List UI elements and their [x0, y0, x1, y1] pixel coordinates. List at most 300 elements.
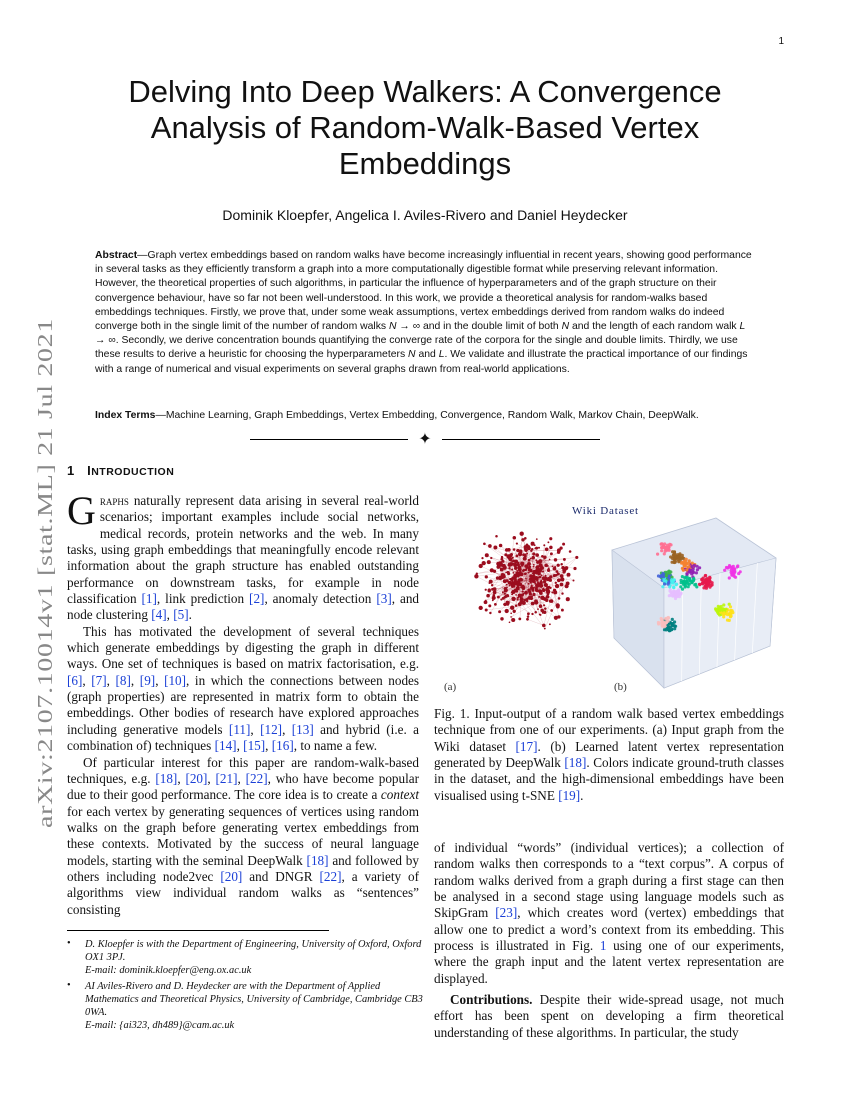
- graph-node: [502, 591, 504, 593]
- embedding-point: [692, 577, 695, 580]
- intro-smallcaps: raphs: [99, 493, 129, 508]
- text-run: of individual “words” (individual vertices); a collection of random walks then corresponds to a “text corpus”. A corpus of random walks derived from a graph during a first stage can then be analysed in a second stage using language models such as SkipGram: [434, 840, 784, 921]
- text-run: ,: [236, 738, 244, 754]
- right-column: [434, 840, 784, 1041]
- text-run: , in which the connections between nodes (graph properties) are represented in matrix form to obtain the embeddings. Other bodies of research have explored approaches including generative models: [67, 672, 420, 737]
- embedding-point: [657, 574, 660, 577]
- graph-node: [542, 570, 544, 572]
- graph-node: [543, 604, 545, 606]
- contributions-label: Contributions.: [450, 992, 533, 1008]
- graph-node: [554, 558, 557, 561]
- bullet-icon: •: [67, 938, 71, 949]
- embedding-point: [656, 553, 659, 556]
- graph-node: [528, 571, 530, 573]
- section-title-initial: I: [87, 463, 92, 478]
- text-run: , to name a few.: [293, 738, 378, 754]
- graph-node: [565, 566, 569, 570]
- graph-node: [534, 611, 537, 614]
- citation-link[interactable]: [22]: [319, 868, 342, 884]
- graph-node: [519, 581, 521, 583]
- abstract-text-2: and in the double limit of both: [420, 321, 562, 333]
- graph-node: [506, 594, 509, 597]
- text-run: Despite their wide-spread usage, not much effort has been spent on developing a firm theoretical understanding of these algorithms. In particular, the study: [434, 992, 784, 1040]
- graph-node: [557, 564, 560, 567]
- citation-link[interactable]: [8]: [115, 672, 131, 688]
- separator-diamond-icon: ✦: [418, 431, 432, 448]
- abstract-math-1: N → ∞: [388, 321, 421, 333]
- intro-paragraph-3: [67, 755, 419, 918]
- graph-node: [500, 617, 503, 620]
- graph-node: [546, 595, 550, 599]
- graph-node: [528, 583, 530, 585]
- citation-link[interactable]: [20]: [220, 868, 243, 884]
- embedding-point: [705, 579, 708, 582]
- embedding-point: [673, 551, 676, 554]
- graph-node: [562, 543, 565, 546]
- graph-node: [550, 587, 552, 589]
- embedding-point: [678, 557, 681, 560]
- abstract-math-2: N: [561, 321, 570, 333]
- citation-link[interactable]: [4]: [151, 607, 167, 623]
- graph-node: [488, 589, 491, 592]
- graph-node: [528, 590, 531, 593]
- graph-node: [565, 584, 569, 588]
- embedding-point: [732, 570, 735, 573]
- emphasis-context: context: [380, 787, 419, 803]
- graph-node: [488, 544, 492, 548]
- text-run: , who have become popular due to their good performance. The core idea is to create a: [67, 770, 420, 803]
- author-list: Dominik Kloepfer, Angelica I. Aviles-Rivero and Daniel Heydecker: [222, 207, 628, 223]
- citation-link[interactable]: [3]: [376, 591, 392, 607]
- graph-node: [540, 574, 542, 576]
- embedding-point: [658, 622, 661, 625]
- graph-node: [529, 578, 531, 580]
- graph-node: [566, 597, 570, 601]
- graph-node: [549, 575, 552, 578]
- embedding-point: [673, 627, 676, 630]
- footnote-rule: [67, 930, 329, 931]
- graph-node: [549, 546, 553, 550]
- citation-link[interactable]: [22]: [245, 770, 268, 786]
- embedding-cube: [612, 518, 776, 688]
- graph-node: [536, 561, 539, 564]
- abstract-text-4: . Secondly, we derive concentration bounds quantifying the converge rate of the corpora for the single and double limits. Thirdly, we use these results to derive a heuristic for choosing the hyperparameters: [95, 335, 738, 361]
- embedding-point: [663, 582, 666, 585]
- embedding-point: [722, 607, 725, 610]
- graph-node: [520, 532, 524, 536]
- graph-node: [547, 593, 550, 596]
- embedding-point: [683, 560, 686, 563]
- graph-node: [526, 618, 529, 621]
- figure-1-caption: [434, 706, 784, 804]
- graph-node: [545, 547, 549, 551]
- embedding-point: [688, 577, 691, 580]
- graph-node: [542, 588, 545, 591]
- graph-node: [526, 553, 528, 555]
- embedding-point: [678, 552, 681, 555]
- embedding-point: [704, 584, 707, 587]
- embedding-point: [715, 609, 718, 612]
- embedding-point: [683, 563, 686, 566]
- graph-node: [535, 553, 539, 557]
- embedding-point: [688, 570, 691, 573]
- graph-node: [523, 557, 527, 561]
- citation-link[interactable]: [7]: [91, 672, 107, 688]
- graph-node: [502, 566, 506, 570]
- citation-link[interactable]: [15]: [243, 738, 266, 754]
- text-run: , link prediction: [156, 591, 250, 607]
- graph-node: [561, 579, 564, 582]
- caption-text: Fig. 1. Input-output of a random walk based vertex embeddings technique from one of our experiments. (a) Input graph from the Wiki dataset: [434, 706, 784, 754]
- embedding-point: [704, 574, 707, 577]
- graph-node: [479, 564, 483, 568]
- embedding-point: [677, 593, 680, 596]
- graph-node: [507, 548, 511, 552]
- graph-node: [567, 573, 571, 577]
- embedding-point: [723, 569, 726, 572]
- intro-paragraph-1: [67, 488, 420, 624]
- graph-node: [538, 577, 540, 579]
- graph-node: [524, 572, 527, 575]
- citation-link[interactable]: [11]: [228, 721, 251, 737]
- graph-node: [534, 548, 536, 550]
- graph-node: [555, 584, 559, 588]
- graph-node: [516, 590, 519, 593]
- intro-paragraph-2: [67, 624, 419, 755]
- footnote-2-email: E-mail: {ai323, dh489}@cam.ac.uk: [85, 1020, 235, 1032]
- embedding-point: [664, 579, 667, 582]
- embedding-point: [690, 581, 693, 584]
- graph-node: [494, 603, 497, 606]
- graph-node: [544, 607, 547, 610]
- graph-node: [531, 542, 535, 546]
- graph-node: [547, 590, 550, 593]
- graph-node: [527, 566, 530, 569]
- graph-node: [498, 610, 501, 613]
- citation-link[interactable]: [6]: [67, 672, 83, 688]
- graph-node: [481, 557, 483, 559]
- caption-text: . (b) Learned latent vertex representation generated by DeepWalk: [434, 738, 784, 771]
- citation-link[interactable]: [18]: [306, 852, 329, 868]
- footnote-2-affiliation: AI Aviles-Rivero and D. Heydecker are with the Department of Applied Mathematics and Theoretical Physics, University of Cambridge, Cambridge CB3 0WA.: [85, 980, 423, 1019]
- graph-node: [547, 541, 549, 543]
- graph-node: [516, 570, 518, 572]
- bullet-icon: •: [67, 979, 71, 991]
- citation-link[interactable]: [12]: [260, 721, 283, 737]
- text-run: ,: [130, 672, 140, 688]
- graph-node: [479, 606, 483, 610]
- graph-node: [531, 556, 535, 560]
- embedding-point: [698, 583, 701, 586]
- graph-node: [509, 585, 511, 587]
- graph-node: [492, 599, 494, 601]
- graph-node: [534, 599, 538, 603]
- text-run: ,: [265, 738, 272, 754]
- subfigure-label-a: (a): [444, 681, 457, 693]
- embedding-point: [675, 583, 678, 586]
- graph-node: [558, 597, 561, 600]
- graph-node: [539, 604, 543, 608]
- index-terms-label: Index Terms: [95, 410, 156, 421]
- graph-node: [514, 559, 518, 563]
- graph-node: [525, 591, 527, 593]
- graph-node: [508, 581, 512, 585]
- graph-node: [573, 567, 576, 570]
- graph-node: [491, 584, 493, 586]
- citation-link[interactable]: [13]: [291, 721, 314, 737]
- graph-node: [510, 616, 512, 618]
- embedding-point: [681, 575, 684, 578]
- graph-node: [538, 572, 541, 575]
- caption-text: .: [580, 787, 584, 803]
- citation-link[interactable]: [19]: [558, 787, 581, 803]
- text-run: ,: [177, 770, 186, 786]
- text-run: ,: [282, 721, 292, 737]
- graph-node: [533, 570, 537, 574]
- graph-node: [549, 623, 551, 625]
- graph-node: [492, 594, 495, 597]
- graph-node: [521, 538, 524, 541]
- citation-link[interactable]: [1]: [141, 591, 157, 607]
- wiki-graph-network: [474, 532, 578, 630]
- graph-node: [530, 558, 532, 560]
- embedding-point: [692, 570, 695, 573]
- citation-link[interactable]: [14]: [214, 738, 237, 754]
- text-run: ,: [106, 672, 116, 688]
- graph-node: [493, 546, 497, 550]
- graph-node: [535, 589, 538, 592]
- graph-node: [512, 557, 514, 559]
- graph-node: [545, 575, 547, 577]
- graph-node: [517, 599, 519, 601]
- graph-node: [561, 592, 563, 594]
- embedding-point: [718, 609, 721, 612]
- graph-node: [542, 624, 546, 628]
- graph-node: [511, 569, 513, 571]
- embedding-point: [670, 624, 673, 627]
- graph-node: [506, 584, 508, 586]
- graph-node: [518, 582, 522, 586]
- abstract: [95, 249, 757, 377]
- graph-node: [540, 582, 543, 585]
- graph-node: [517, 563, 520, 566]
- graph-node: [521, 590, 523, 592]
- graph-node: [543, 555, 546, 558]
- graph-node: [552, 565, 554, 567]
- citation-link[interactable]: [21]: [215, 770, 238, 786]
- footnote-2: [67, 980, 423, 1033]
- footnote-1-affiliation: D. Kloepfer is with the Department of Engineering, University of Oxford, Oxford OX1 3PJ.: [85, 939, 422, 964]
- abstract-text-6: . We validate and illustrate the practical importance of our findings with a range of numerical and visual experiments on several graphs drawn from real-world applications.: [95, 349, 748, 375]
- graph-node: [500, 567, 502, 569]
- drop-cap: G: [67, 488, 96, 533]
- graph-node: [531, 548, 534, 551]
- text-run: ,: [237, 770, 246, 786]
- subfigure-label-b: (b): [614, 681, 627, 693]
- graph-node: [530, 586, 533, 589]
- citation-link[interactable]: [23]: [495, 905, 518, 921]
- graph-node: [500, 558, 503, 561]
- embedding-point: [669, 594, 672, 597]
- graph-node: [495, 535, 498, 538]
- graph-node: [531, 613, 533, 615]
- text-run: naturally represent data arising in several real-world scenarios; important examples include social networks, medical records, protein networks and the web. In many tasks, using graph embeddings that meaningfully encode relevant information about the graph structure has enabled outstanding performance on downstream tasks, for example in node classification: [67, 493, 419, 607]
- graph-node: [515, 594, 517, 596]
- graph-node: [554, 566, 556, 568]
- embedding-point: [679, 585, 682, 588]
- arxiv-identifier: arXiv:2107.10014v1 [stat.ML] 21 Jul 2021: [33, 445, 57, 828]
- citation-link[interactable]: [17]: [515, 738, 538, 754]
- graph-node: [503, 579, 507, 583]
- embedding-point: [669, 555, 672, 558]
- graph-node: [512, 576, 515, 579]
- graph-node: [522, 569, 525, 572]
- graph-node: [544, 628, 546, 630]
- graph-node: [486, 595, 488, 597]
- graph-edge: [477, 568, 501, 573]
- graph-node: [530, 597, 533, 600]
- graph-node: [533, 564, 535, 566]
- section-title-rest: NTRODUCTION: [91, 466, 175, 478]
- abstract-math-5: L: [438, 349, 445, 361]
- graph-node: [525, 578, 527, 580]
- abstract-text-5: and: [415, 349, 439, 361]
- embedding-point: [688, 560, 691, 563]
- graph-node: [493, 587, 497, 591]
- graph-node: [554, 616, 558, 620]
- embedding-point: [680, 579, 683, 582]
- graph-node: [560, 583, 564, 587]
- graph-node: [516, 549, 519, 552]
- citation-link[interactable]: [16]: [271, 738, 294, 754]
- graph-node: [510, 553, 513, 556]
- citation-link[interactable]: [2]: [249, 591, 265, 607]
- graph-node: [499, 563, 503, 567]
- graph-node: [506, 601, 509, 604]
- graph-node: [543, 611, 546, 614]
- text-run: and followed by others including node2vec: [67, 852, 419, 884]
- graph-edge: [528, 619, 544, 625]
- footnote-1-email: E-mail: dominik.kloepfer@eng.ox.ac.uk: [85, 965, 252, 977]
- graph-node: [508, 562, 510, 564]
- graph-node: [550, 552, 553, 555]
- graph-node: [515, 554, 518, 557]
- right-paragraph-1: [434, 840, 784, 987]
- graph-node: [527, 562, 531, 566]
- text-run: .: [188, 607, 192, 623]
- embedding-point: [673, 620, 676, 623]
- graph-node: [510, 606, 514, 610]
- left-column: [67, 488, 420, 918]
- graph-node: [516, 586, 520, 590]
- graph-node: [497, 596, 500, 599]
- citation-link[interactable]: [18]: [155, 770, 178, 786]
- embedding-point: [690, 565, 693, 568]
- graph-node: [539, 591, 543, 595]
- graph-node: [474, 574, 478, 578]
- graph-node: [519, 578, 523, 582]
- section-heading: [67, 463, 174, 478]
- embedding-point: [669, 588, 672, 591]
- embedding-point: [668, 585, 671, 588]
- graph-node: [563, 558, 566, 561]
- embedding-point: [729, 612, 732, 615]
- graph-node: [507, 571, 510, 574]
- graph-node: [531, 602, 535, 606]
- embedding-point: [739, 570, 742, 573]
- graph-node: [536, 538, 538, 540]
- embedding-point: [665, 574, 668, 577]
- graph-node: [511, 597, 515, 601]
- graph-node: [527, 546, 531, 550]
- graph-node: [504, 587, 507, 590]
- embedding-point: [661, 585, 664, 588]
- graph-node: [547, 569, 550, 572]
- embedding-point: [668, 577, 671, 580]
- graph-node: [537, 581, 539, 583]
- text-run: Of particular interest for this paper are random-walk-based techniques, e.g.: [67, 754, 419, 786]
- text-run: , which creates word (vertex) embeddings that allow one to predict a word’s context from its embedding. This process is illustrated in Fig.: [434, 905, 784, 954]
- graph-node: [490, 557, 492, 559]
- embedding-point: [728, 566, 731, 569]
- footnote-1: [67, 938, 423, 978]
- graph-node: [531, 578, 534, 581]
- citation-link[interactable]: [18]: [564, 755, 587, 771]
- embedding-point: [695, 571, 698, 574]
- graph-node: [513, 610, 516, 613]
- graph-node: [511, 561, 513, 563]
- graph-node: [537, 608, 539, 610]
- graph-node: [485, 608, 488, 611]
- citation-link[interactable]: [20]: [185, 770, 208, 786]
- arxiv-stamp-svg: [8, 300, 68, 840]
- graph-node: [543, 544, 545, 546]
- embedding-point: [671, 618, 674, 621]
- embedding-point: [660, 542, 663, 545]
- figure-reference-link[interactable]: 1: [599, 938, 607, 954]
- graph-node: [529, 569, 532, 572]
- wiki-dataset-label: Wiki Dataset: [572, 505, 639, 517]
- graph-node: [518, 568, 522, 572]
- figure-1-graphic: [434, 488, 784, 700]
- graph-node: [557, 550, 560, 553]
- graph-node: [557, 578, 561, 582]
- embedding-point: [672, 586, 675, 589]
- citation-link[interactable]: [9]: [139, 672, 156, 688]
- graph-node: [527, 615, 530, 618]
- graph-node: [550, 609, 553, 612]
- graph-node: [573, 580, 575, 582]
- text-run: , a variety of algorithms view individual random walks as “sentences” consisting: [67, 868, 419, 917]
- caption-text: . Colors indicate ground-truth classes in the dataset, and the high-dimensional embeddings have been visualised using t-SNE: [434, 755, 784, 803]
- graph-node: [539, 614, 541, 616]
- separator-line-left: [250, 439, 408, 440]
- graph-node: [538, 596, 540, 598]
- graph-node: [515, 568, 517, 570]
- text-run: and hybrid (i.e. a combination of) techniques: [67, 721, 420, 754]
- graph-node: [513, 548, 516, 551]
- graph-node: [542, 576, 546, 580]
- citation-link[interactable]: [5]: [173, 607, 189, 623]
- embedding-point: [668, 572, 671, 575]
- embedding-point: [734, 576, 737, 579]
- graph-node: [549, 537, 552, 540]
- section-separator: [250, 430, 600, 450]
- graph-node: [545, 599, 548, 602]
- citation-link[interactable]: [10]: [164, 672, 187, 688]
- text-run: ,: [166, 607, 174, 623]
- embedding-point: [723, 613, 726, 616]
